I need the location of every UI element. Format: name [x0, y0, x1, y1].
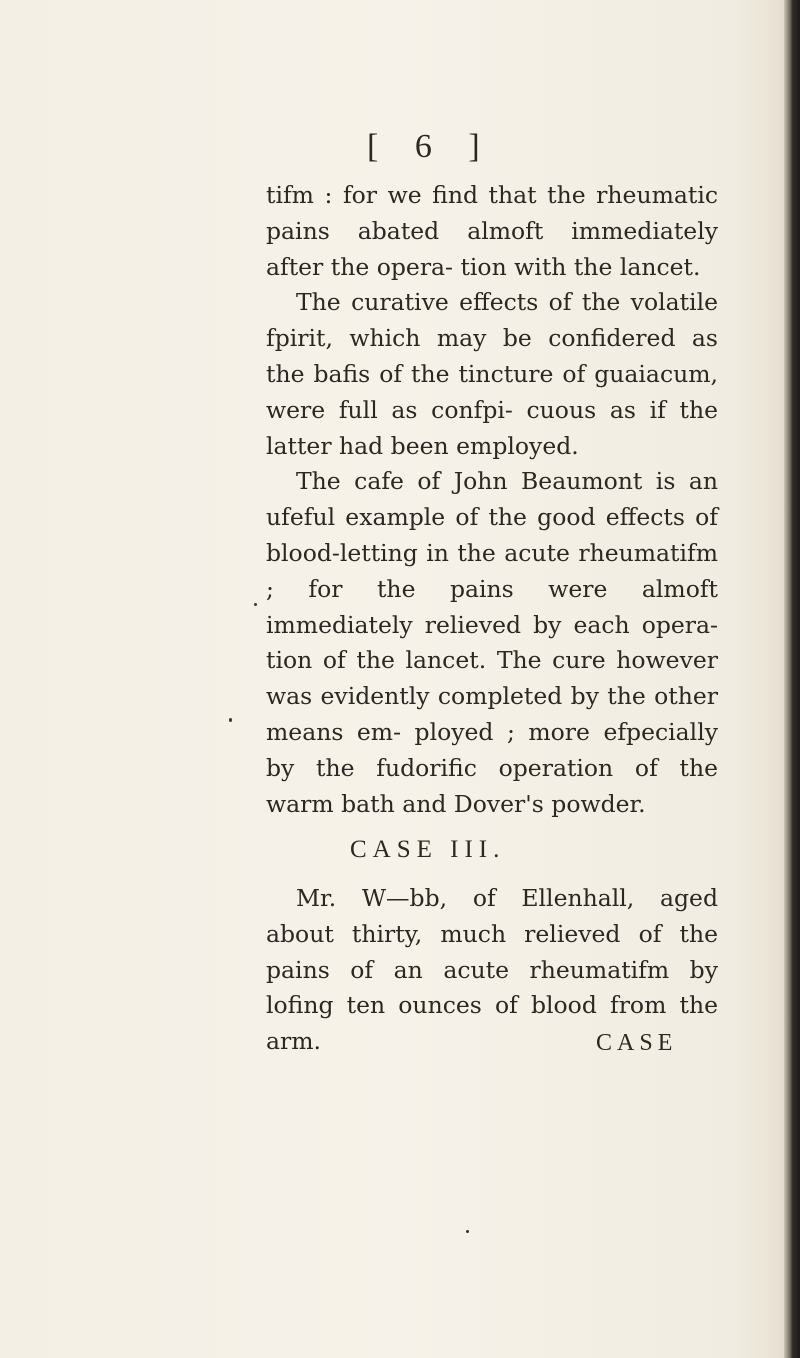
body-text — [266, 178, 718, 822]
paragraph-continuation: tifm : for we find that the rheumatic pains abated almoft immediately after the opera- tion with the lancet. — [266, 181, 718, 281]
paragraph-john-beaumont: The cafe of John Beaumont is an ufeful example of the good effects of blood-letting in the acute rheumatifm ; for the pains were almoft immediately relieved by each opera- tion of the lancet. The cure however was evidently completed by the other means em- ployed ; more efpecially by the fudorific operation of the warm bath and Dover's powder. — [266, 467, 718, 818]
page-number: [ 6 ] — [367, 128, 494, 165]
ink-speck — [229, 718, 232, 722]
catchword: CASE — [596, 1030, 678, 1056]
paragraph-case-three: Mr. W—bb, of Ellenhall, aged about thirty, much relieved of the pains of an acute rheumatifm by lofing ten ounces of blood from the arm. — [266, 884, 718, 1056]
ink-speck — [254, 603, 257, 606]
paragraph-volatile-spirit: The curative effects of the volatile fpirit, which may be confidered as the bafis of the tincture of guaiacum, were full as confpi- cuous as if the latter had been employed. — [266, 288, 718, 460]
ink-speck — [466, 1230, 469, 1233]
case-heading: CASE III. — [350, 836, 506, 863]
page-edge-shadow — [784, 0, 800, 1358]
